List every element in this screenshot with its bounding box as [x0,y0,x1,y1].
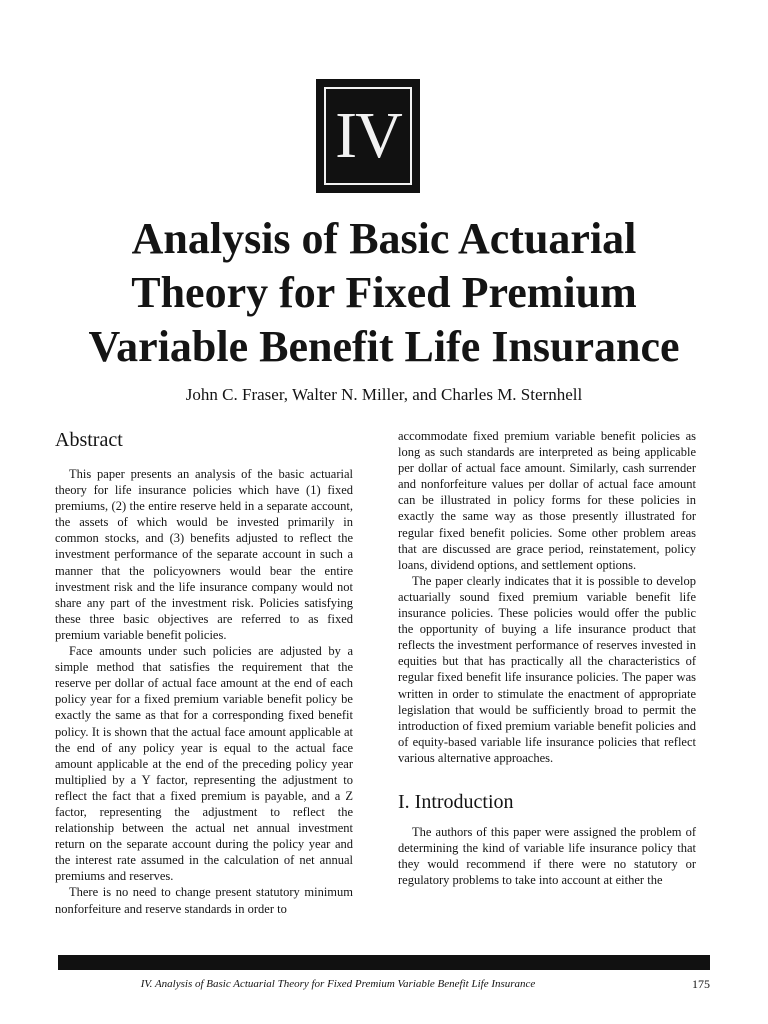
abstract-paragraph: Face amounts under such policies are adjusted by a simple method that satisfies the requirement that the reserve per dollar of actual face amount at the end of each policy year for a fixed premium variable benefit policy be exactly the same as that for a corresponding fixed benefit policy. It is shown that the actual face amount applicable at the end of any policy year is equal to the actual face amount applicable at the end of the preceding policy year multiplied by a Y factor, representing the adjustment to reflect the fact that a fixed premium is payable, and a Z factor, representing the adjustment to reflect the relationship between the actual net annual investment return on the separate account during the policy year and the interest rate assumed in the calculation of net annual premiums and reserves. [55,644,353,884]
abstract-paragraph: This paper presents an analysis of the basic actuarial theory for life insurance policies which have (1) fixed premiums, (2) the entire reserve held in a separate account, the assets of which would be invested primarily in common stocks, and (3) benefits adjusted to reflect the investment performance of the separate account in such a manner that the policyowners would bear the entire investment risk and the life insurance company would not share any part of the investment risk. Policies satisfying these three basic objectives are referred to as fixed premium variable benefit policies. [55,467,353,642]
running-footer-title: IV. Analysis of Basic Actuarial Theory for Fixed Premium Variable Benefit Life Insurance [140,978,536,990]
page-title [40,212,728,374]
left-column [55,428,353,917]
title-line-1: Analysis of Basic Actuarial [131,214,637,263]
abstract-paragraph-continued: accommodate fixed premium variable benefit policies as long as such standards are interpreted as being applicable per dollar of actual face amount. Similarly, cash surrender and nonforfeiture values per dollar of actual face amount can be illustrated in policy forms for these policies in exactly the same way as those presently illustrated for regular fixed benefit policies. Some other problem areas that are discussed are grace period, reinstatement, policy loans, dividend options, and settlement options. [398,429,696,572]
chapter-numeral: IV [324,87,412,185]
title-line-3: Variable Benefit Life Insurance [88,322,680,371]
author-list: John C. Fraser, Walter N. Miller, and Charles M. Sternhell [185,385,583,404]
page-number: 175 [692,977,710,991]
right-column [398,428,696,888]
footer-rule [58,955,710,970]
abstract-paragraph: The paper clearly indicates that it is possible to develop actuarially sound fixed premium variable benefit life insurance policies. These policies would offer the public the opportunity of buying a life insurance product that reflects the investment performance of reserves invested in equities but that has practically all the characteristics of regular fixed benefit life insurance policies. The paper was written in order to stimulate the enactment of appropriate legislation that would be sufficiently broad to permit the introduction of fixed premium variable benefit policies and of equity-based variable life insurance policies that reflect various alternative approaches. [398,573,696,765]
introduction-heading: I. Introduction [398,790,514,813]
title-line-2: Theory for Fixed Premium [131,268,637,317]
abstract-paragraph: There is no need to change present statutory minimum nonforfeiture and reserve standards in order to [55,885,353,916]
chapter-number-box [316,79,420,193]
introduction-paragraph: The authors of this paper were assigned the problem of determining the kind of variable life insurance policy that they would recommend if there were no statutory or regulatory problems to take into account at either the [398,824,696,888]
abstract-heading: Abstract [55,429,123,451]
